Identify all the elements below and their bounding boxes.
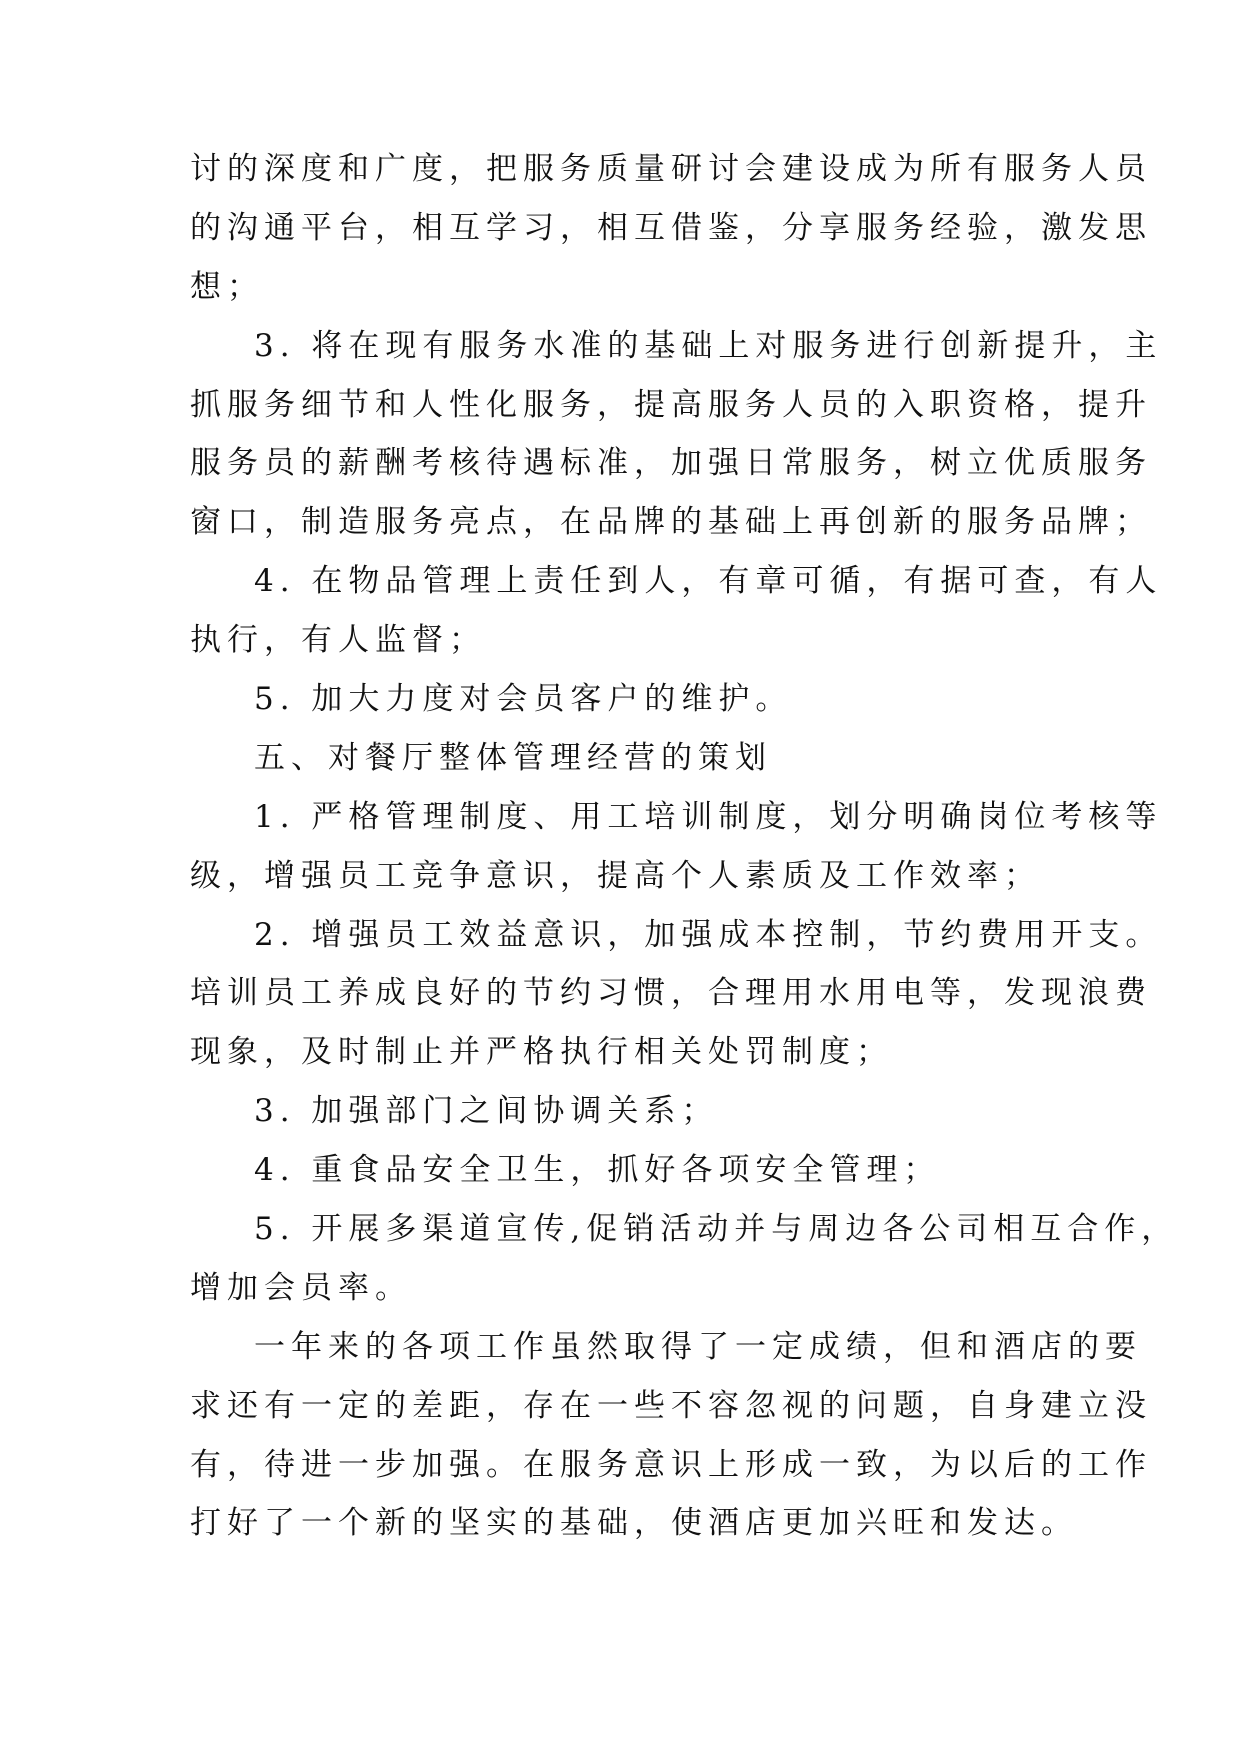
document-page	[190, 140, 1179, 1553]
text-line: 窗口，制造服务亮点，在品牌的基础上再创新的服务品牌；	[190, 504, 1152, 541]
text-line: 3. 加强部门之间协调关系；	[254, 1093, 719, 1130]
text-line: 3. 将在现有服务水准的基础上对服务进行创新提升，主	[254, 327, 1163, 364]
text-line: 的沟通平台，相互学习，相互借鉴，分享服务经验，激发思	[190, 209, 1152, 246]
text-line: 一年来的各项工作虽然取得了一定成绩，但和酒店的要	[254, 1328, 1142, 1365]
text-line: 5. 开展多渠道宣传,促销活动并与周边各公司相互合作，	[254, 1211, 1179, 1248]
text-line: 2. 增强员工效益意识，加强成本控制，节约费用开支。	[254, 916, 1163, 953]
text-line: 4. 在物品管理上责任到人，有章可循，有据可查，有人	[254, 563, 1163, 600]
text-line: 1. 严格管理制度、用工培训制度，划分明确岗位考核等	[254, 798, 1163, 835]
text-line: 服务员的薪酬考核待遇标准，加强日常服务，树立优质服务	[190, 445, 1152, 482]
text-line: 4. 重食品安全卫生，抓好各项安全管理；	[254, 1152, 941, 1189]
text-line: 有，待进一步加强。在服务意识上形成一致，为以后的工作	[190, 1446, 1152, 1483]
text-line: 现象，及时制止并严格执行相关处罚制度；	[190, 1034, 893, 1071]
text-line: 讨的深度和广度，把服务质量研讨会建设成为所有服务人员	[190, 151, 1152, 187]
text-line: 打好了一个新的坚实的基础，使酒店更加兴旺和发达。	[190, 1505, 1078, 1542]
text-line: 求还有一定的差距，存在一些不容忽视的问题，自身建立没	[190, 1387, 1152, 1424]
section-heading: 五、对餐厅整体管理经营的策划	[254, 739, 772, 776]
text-line: 抓服务细节和人性化服务，提高服务人员的入职资格，提升	[190, 386, 1152, 423]
text-line: 级，增强员工竞争意识，提高个人素质及工作效率；	[190, 857, 1041, 894]
text-line: 执行，有人监督；	[190, 622, 486, 659]
text-line: 增加会员率。	[190, 1269, 412, 1306]
text-line: 培训员工养成良好的节约习惯，合理用水用电等，发现浪费	[190, 975, 1152, 1012]
text-line: 想；	[190, 268, 264, 305]
text-line: 5. 加大力度对会员客户的维护。	[254, 681, 793, 718]
